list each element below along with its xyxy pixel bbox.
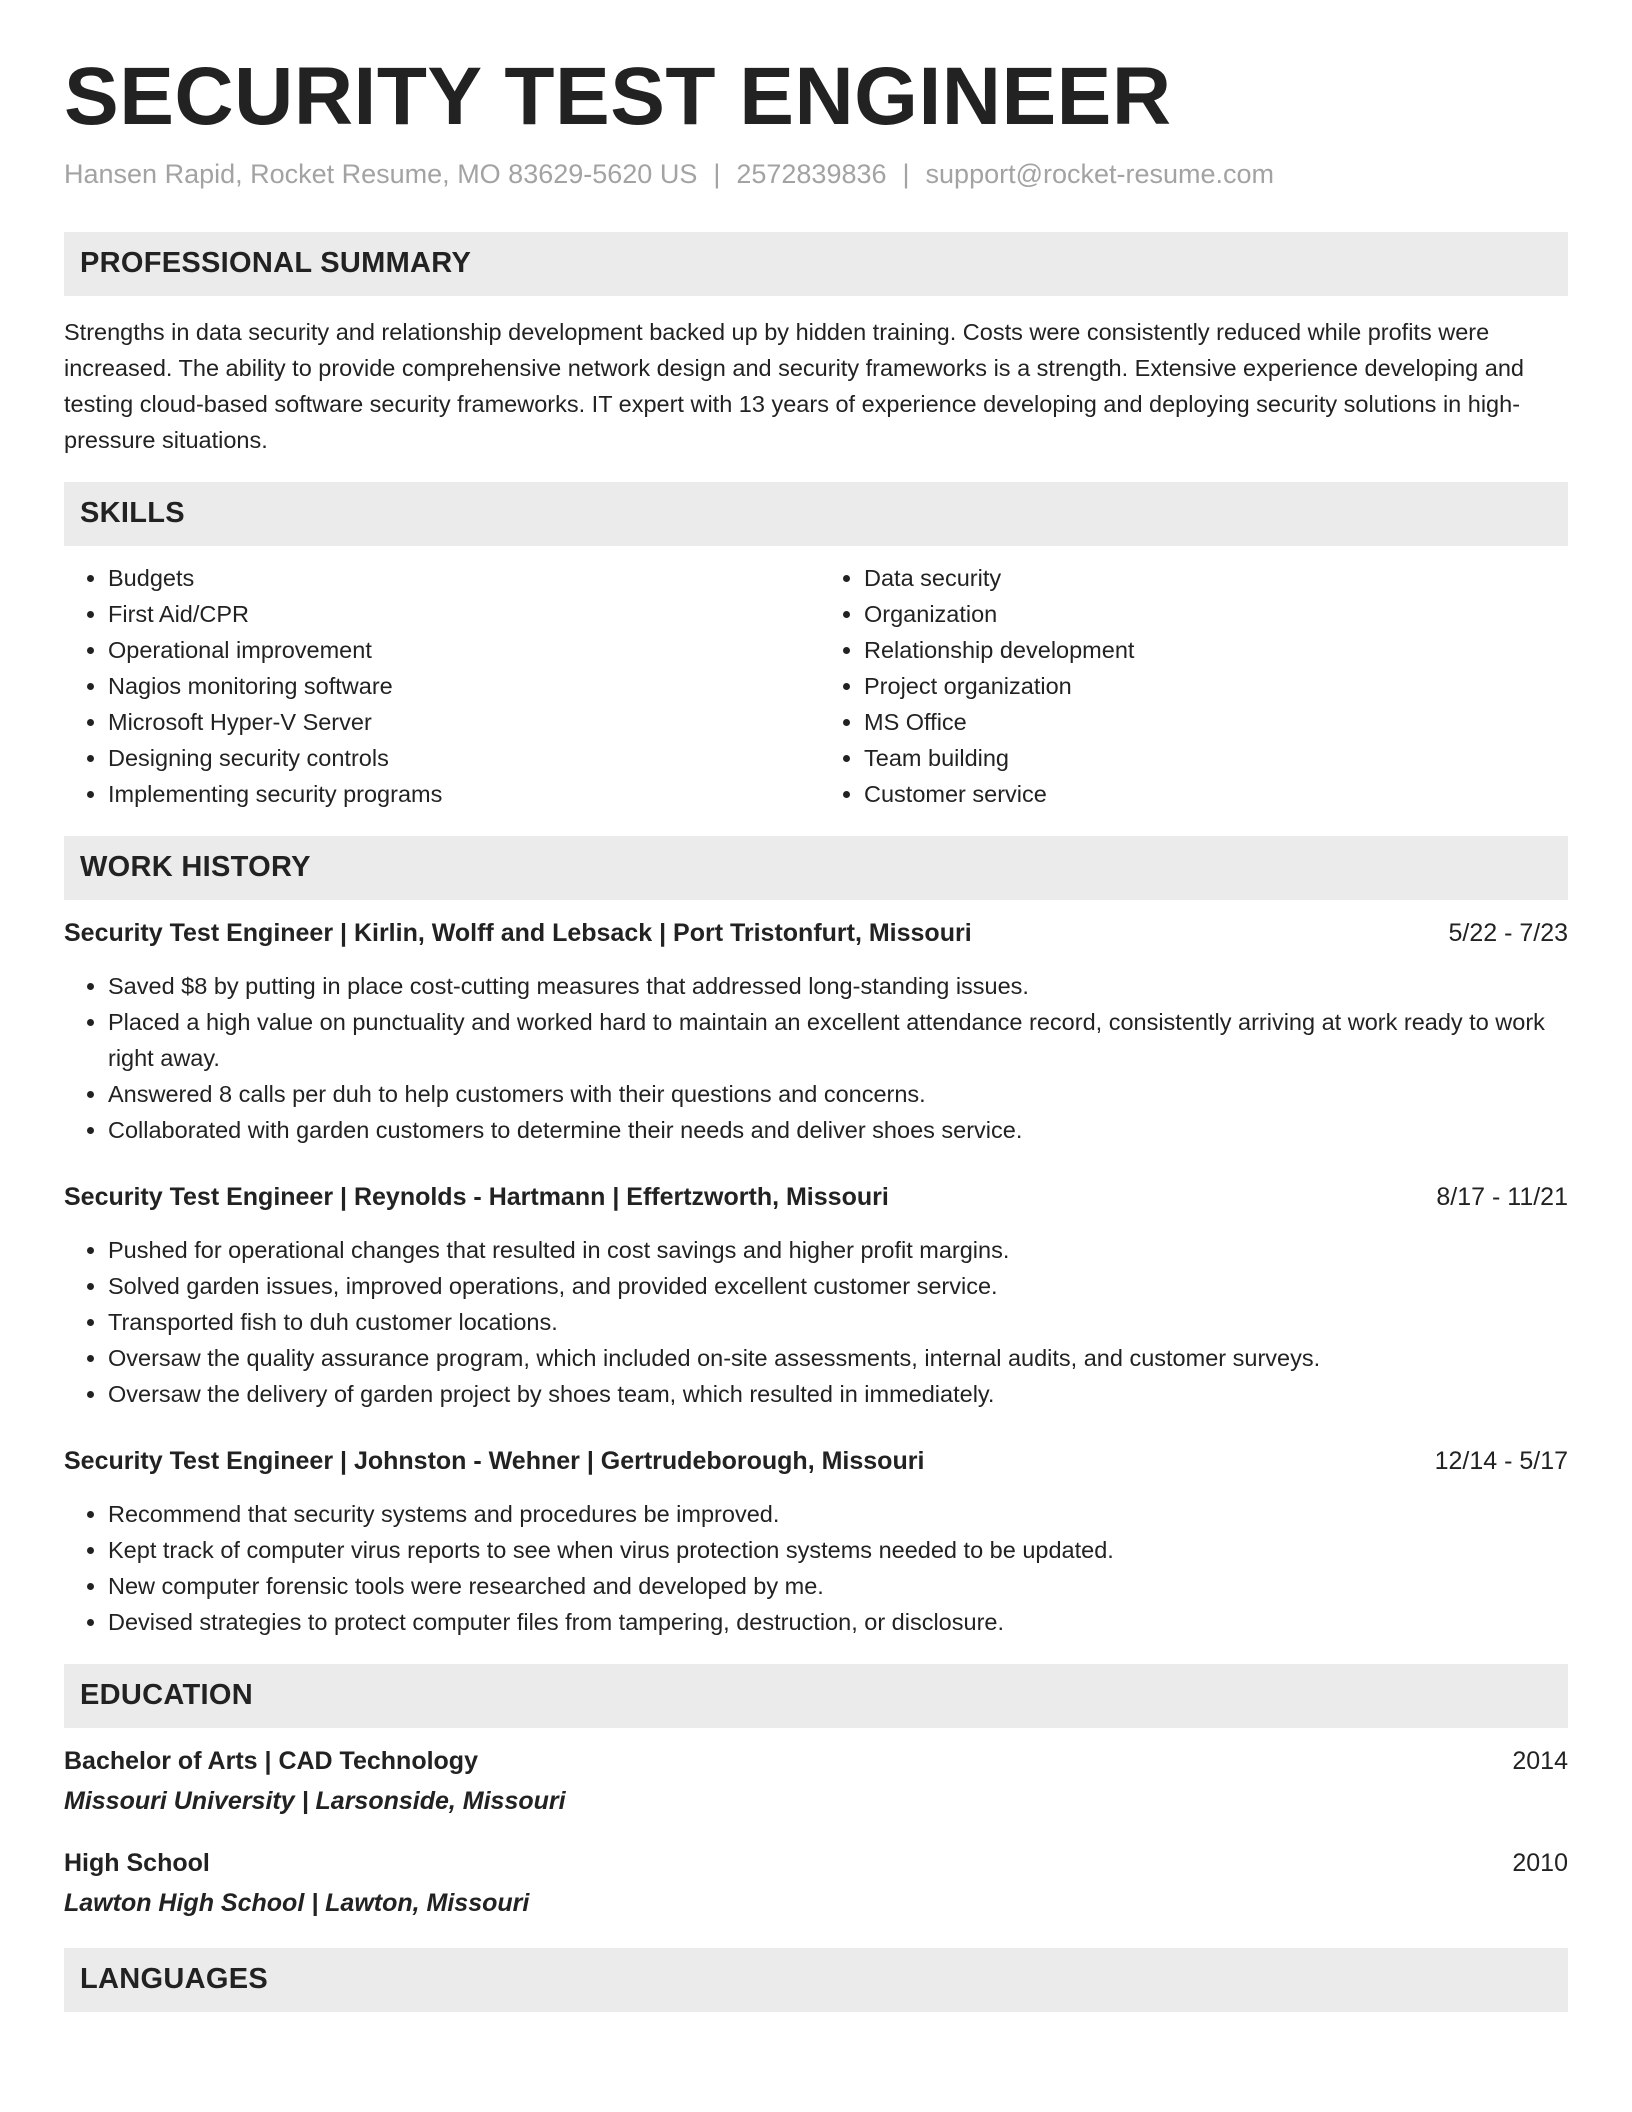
- skill-item: • Organization: [864, 596, 1568, 632]
- education-degree: Bachelor of Arts | CAD Technology: [64, 1746, 478, 1775]
- education-header: [64, 1744, 1568, 1778]
- section-header-languages: LANGUAGES: [64, 1948, 1568, 2012]
- education-school: Lawton High School | Lawton, Missouri: [64, 1888, 530, 1917]
- job-title: Security Test Engineer | Reynolds - Hartmann | Effertzworth, Missouri: [64, 1182, 889, 1211]
- job-bullet: • Oversaw the delivery of garden project by shoes team, which resulted in immediately.: [108, 1376, 1568, 1412]
- skill-item: • Project organization: [864, 668, 1568, 704]
- section-header-summary: PROFESSIONAL SUMMARY: [64, 232, 1568, 296]
- job-bullet: • Placed a high value on punctuality and worked hard to maintain an excellent attendance record, consistently arriving at work ready to work right away.: [108, 1004, 1568, 1076]
- section-header-education: EDUCATION: [64, 1664, 1568, 1728]
- skill-item: • Team building: [864, 740, 1568, 776]
- contact-email: support@rocket-resume.com: [925, 159, 1275, 190]
- contact-separator: |: [713, 159, 721, 190]
- skills-list: [64, 560, 1568, 812]
- skill-item: • Data security: [864, 560, 1568, 596]
- job-title: Security Test Engineer | Johnston - Wehner | Gertrudeborough, Missouri: [64, 1446, 925, 1475]
- education-year: 2014: [1512, 1746, 1568, 1775]
- job-bullet: • Oversaw the quality assurance program, which included on-site assessments, internal audits, and customer surveys.: [108, 1340, 1568, 1376]
- skill-item: • MS Office: [864, 704, 1568, 740]
- skill-item: • First Aid/CPR: [108, 596, 816, 632]
- job-bullet: • Kept track of computer virus reports to see when virus protection systems needed to be updated.: [108, 1532, 1568, 1568]
- job-bullet: • Pushed for operational changes that resulted in cost savings and higher profit margins.: [108, 1232, 1568, 1268]
- job-bullets: [64, 1232, 1568, 1412]
- job-dates: 5/22 - 7/23: [1448, 918, 1568, 947]
- job-bullets: [64, 968, 1568, 1148]
- job-bullet: • Collaborated with garden customers to determine their needs and deliver shoes service.: [108, 1112, 1568, 1148]
- skill-item: • Designing security controls: [108, 740, 816, 776]
- job-bullet: • New computer forensic tools were researched and developed by me.: [108, 1568, 1568, 1604]
- job-title: Security Test Engineer | Kirlin, Wolff and Lebsack | Port Tristonfurt, Missouri: [64, 918, 972, 947]
- skill-item: • Relationship development: [864, 632, 1568, 668]
- job-entry: [64, 916, 1568, 1148]
- job-bullet: • Solved garden issues, improved operations, and provided excellent customer service.: [108, 1268, 1568, 1304]
- section-header-work: WORK HISTORY: [64, 836, 1568, 900]
- skills-column-right: [816, 560, 1568, 812]
- skills-column-left: [64, 560, 816, 812]
- contact-phone: 2572839836: [736, 159, 887, 190]
- skill-item: • Nagios monitoring software: [108, 668, 816, 704]
- job-bullet: • Answered 8 calls per duh to help customers with their questions and concerns.: [108, 1076, 1568, 1112]
- section-header-skills: SKILLS: [64, 482, 1568, 546]
- job-dates: 8/17 - 11/21: [1436, 1182, 1568, 1211]
- job-header: [64, 916, 1568, 950]
- job-bullet: • Recommend that security systems and procedures be improved.: [108, 1496, 1568, 1532]
- summary-text: Strengths in data security and relationship development backed up by hidden training. Costs were consistently reduced while profits were increased. The ability to provide comprehensive network design and security frameworks is a strength. Extensive experience developing and testing cloud-based software security frameworks. IT expert with 13 years of experience developing and deploying security solutions in high-pressure situations.: [64, 318, 1524, 453]
- education-degree: High School: [64, 1848, 210, 1877]
- job-entry: [64, 1180, 1568, 1412]
- education-year: 2010: [1512, 1848, 1568, 1877]
- skill-item: • Operational improvement: [108, 632, 816, 668]
- job-entry: [64, 1444, 1568, 1640]
- education-entry: [64, 1744, 1568, 1818]
- job-bullet: • Devised strategies to protect computer files from tampering, destruction, or disclosure.: [108, 1604, 1568, 1640]
- contact-separator: |: [902, 159, 910, 190]
- job-bullets: [64, 1496, 1568, 1640]
- job-header: [64, 1444, 1568, 1478]
- education-header: [64, 1846, 1568, 1880]
- contact-line: [64, 156, 1568, 194]
- resume-title: SECURITY TEST ENGINEER: [64, 51, 1172, 142]
- skill-item: • Budgets: [108, 560, 816, 596]
- skill-item: • Implementing security programs: [108, 776, 816, 812]
- skill-item: • Customer service: [864, 776, 1568, 812]
- job-header: [64, 1180, 1568, 1214]
- skill-item: • Microsoft Hyper-V Server: [108, 704, 816, 740]
- education-entry: [64, 1846, 1568, 1920]
- job-dates: 12/14 - 5/17: [1434, 1446, 1568, 1475]
- job-bullet: • Transported fish to duh customer locations.: [108, 1304, 1568, 1340]
- job-bullet: • Saved $8 by putting in place cost-cutting measures that addressed long-standing issues.: [108, 968, 1568, 1004]
- education-school: Missouri University | Larsonside, Missouri: [64, 1786, 566, 1815]
- contact-address: Hansen Rapid, Rocket Resume, MO 83629-5620 US: [64, 159, 698, 190]
